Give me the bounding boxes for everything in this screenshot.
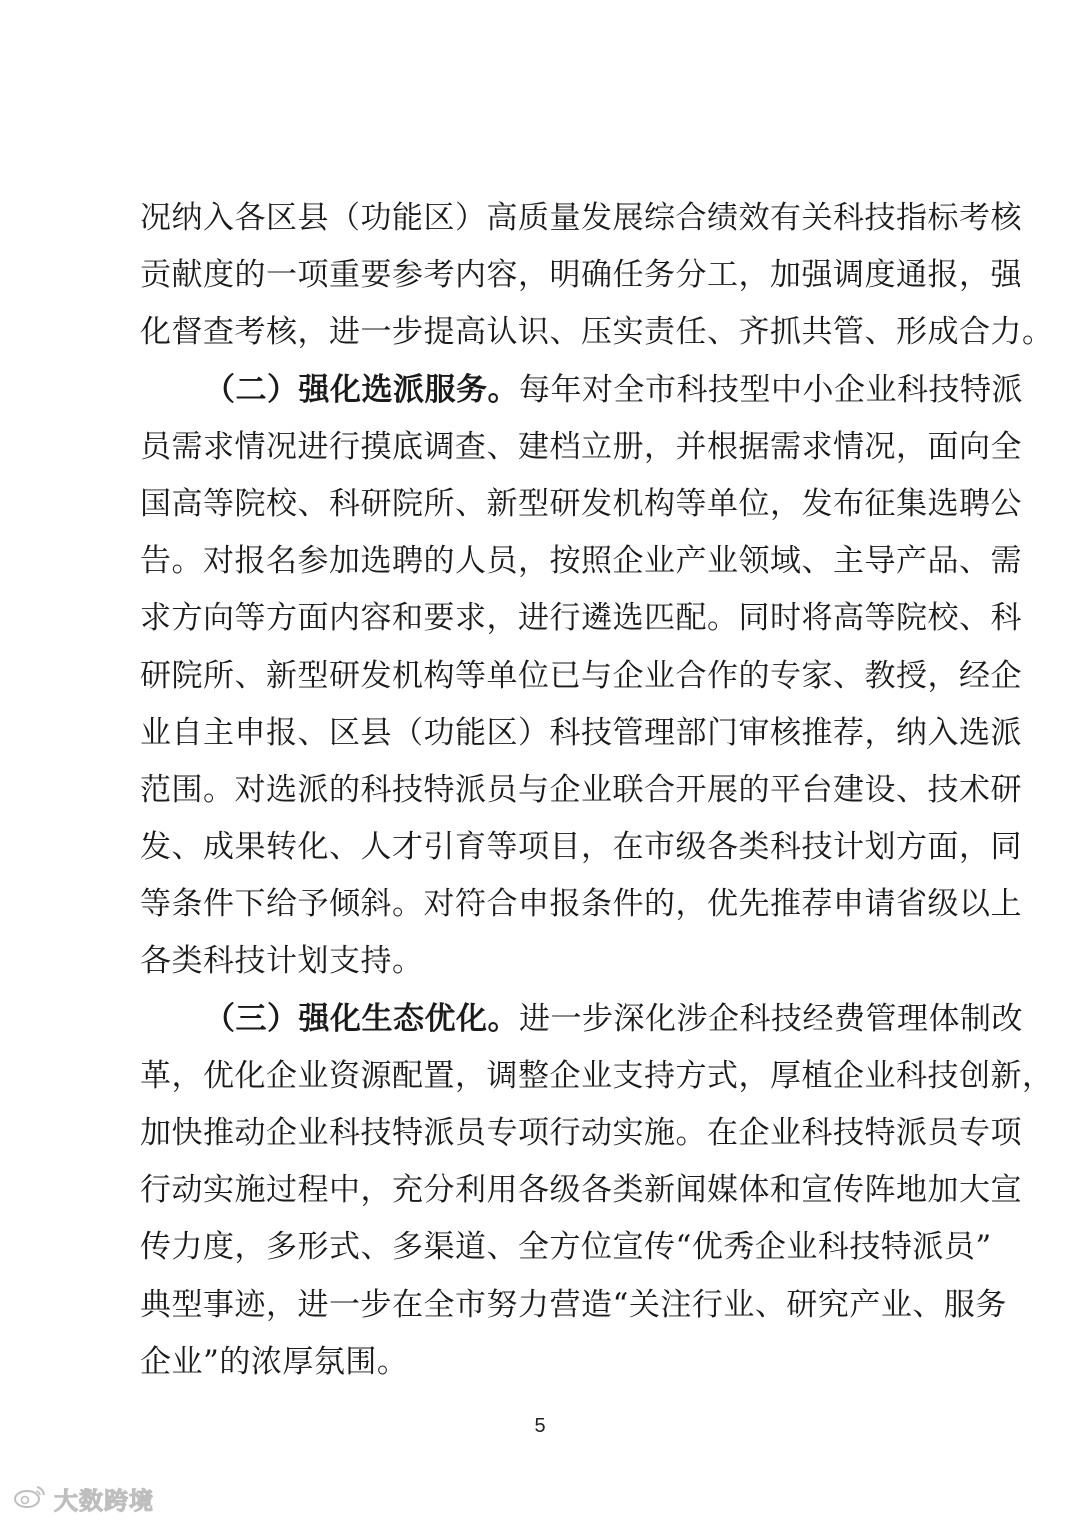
text-line <box>140 1162 1022 1219</box>
page-number: 5 <box>534 1415 546 1437</box>
line-text: 贡献度的一项重要参考内容，明确任务分工，加强调度通报，强 <box>140 257 1022 294</box>
line-text: 研院所、新型研发机构等单位已与企业合作的专家、教授，经企 <box>140 657 1022 694</box>
line-text: 革，优化企业资源配置，调整企业支持方式，厚植企业科技创新， <box>140 1057 1054 1094</box>
text-line <box>140 362 1023 419</box>
line-text: 化督查考核，进一步提高认识、压实责任、齐抓共管、形成合力。 <box>140 314 1054 351</box>
text-line <box>140 819 1022 876</box>
text-line <box>140 762 1022 819</box>
text-line <box>140 991 1023 1048</box>
line-text: 传力度，多形式、多渠道、全方位宣传“优秀企业科技特派员” <box>140 1229 992 1266</box>
text-line <box>140 419 1022 476</box>
line-text: 况纳入各区县（功能区）高质量发展综合绩效有关科技指标考核 <box>140 200 1022 236</box>
text-line <box>140 1277 1007 1334</box>
line-text: 等条件下给予倾斜。对符合申报条件的，优先推荐申请省级以上 <box>140 886 1022 923</box>
text-line <box>140 1105 1022 1162</box>
text-line <box>140 1219 992 1276</box>
text-line <box>140 1334 940 1391</box>
line-text: 告。对报名参加选聘的人员，按照企业产业领域、主导产品、需 <box>140 543 1022 580</box>
line-text: 国高等院校、科研院所、新型研发机构等单位，发布征集选聘公 <box>140 485 1022 522</box>
line-text: 加快推动企业科技特派员专项行动实施。在企业科技特派员专项 <box>140 1115 1022 1151</box>
watermark-text: 大数跨境 <box>54 1486 154 1515</box>
line-text: 求方向等方面内容和要求，进行遴选匹配。同时将高等院校、科 <box>140 600 1022 637</box>
body-text <box>140 190 1054 1391</box>
text-line <box>140 1048 1054 1105</box>
text-line <box>140 304 1054 361</box>
line-text: 企业”的浓厚氛围。 <box>140 1343 409 1380</box>
text-line <box>140 590 1022 647</box>
text-line <box>140 247 1022 304</box>
weibo-logo-icon <box>12 1482 48 1514</box>
line-text: 范围。对选派的科技特派员与企业联合开展的平台建设、技术研 <box>140 771 1022 808</box>
line-text: 各类科技计划支持。 <box>140 943 424 980</box>
section-heading: （二）强化选派服务。 <box>204 371 519 408</box>
text-line <box>140 933 940 990</box>
text-line <box>140 705 1022 762</box>
line-text: 行动实施过程中，充分利用各级各类新闻媒体和宣传阵地加大宣 <box>140 1172 1022 1209</box>
section-heading: （三）强化生态优化。 <box>204 1000 519 1037</box>
text-line <box>140 190 1022 247</box>
text-line <box>140 533 1022 590</box>
text-line <box>140 476 1022 533</box>
text-line <box>140 876 1022 933</box>
text-line <box>140 648 1022 705</box>
line-text: 典型事迹，进一步在全市努力营造“关注行业、研究产业、服务 <box>140 1286 1007 1323</box>
line-text: 员需求情况进行摸底调查、建档立册，并根据需求情况，面向全 <box>140 428 1022 465</box>
line-text: 业自主申报、区县（功能区）科技管理部门审核推荐，纳入选派 <box>140 714 1022 751</box>
watermark <box>12 1478 154 1518</box>
line-text: 进一步深化涉企科技经费管理体制改 <box>519 1000 1023 1037</box>
line-text: 每年对全市科技型中小企业科技特派 <box>519 371 1023 408</box>
line-text: 发、成果转化、人才引育等项目，在市级各类科技计划方面，同 <box>140 829 1022 866</box>
